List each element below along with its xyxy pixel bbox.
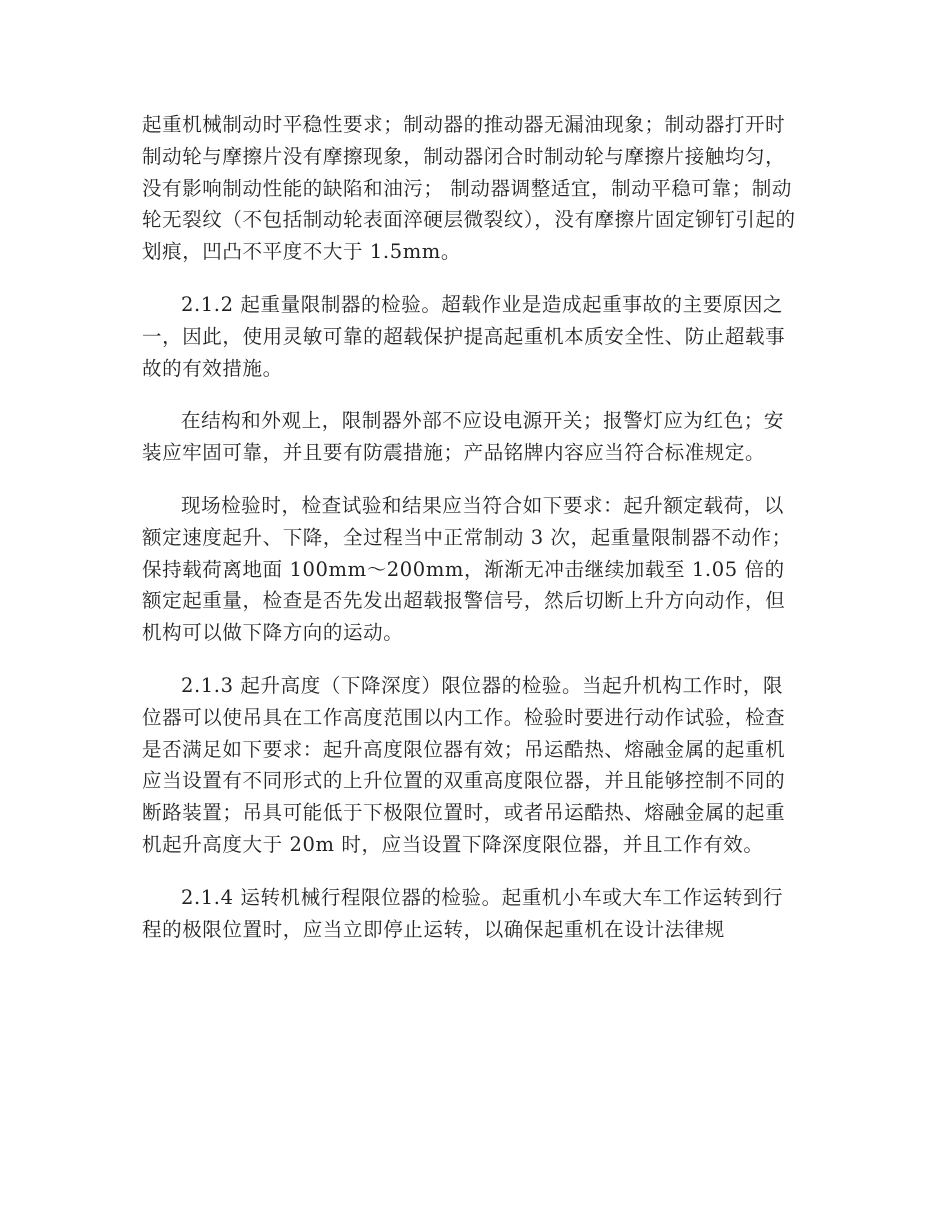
paragraph-limiter-structure: 在结构和外观上，限制器外部不应设电源开关；报警灯应为红色；安装应牢固可靠，并且要有防震措施；产品铭牌内容应当符合标准规定。 bbox=[142, 409, 785, 465]
paragraph-height-limiter: 2.1.3 起升高度（下降深度）限位器的检验。当起升机构工作时，限位器可以使吊具在工作高度范围以内工作。检验时要进行动作试验，检查是否满足如下要求：起升高度限位器有效；吊运酷热、熔融金属的起重机应当设置有不同形式的上升位置的双重高度限位器，并且能够控制不同的断路装置；吊具可能低于下极限位置时，或者吊运酷热、熔融金属的起重机起升高度大于 20m 时，应当设置下降深度限位器，并且工作有效。 bbox=[142, 673, 786, 856]
paragraph-brake-requirements: 起重机械制动时平稳性要求；制动器的推动器无漏油现象；制动器打开时制动轮与摩擦片没有摩擦现象，制动器闭合时制动轮与摩擦片接触均匀，没有影响制动性能的缺陷和油污； 制动器调整适宜，制动平稳可靠；制动轮无裂纹（不包括制动轮表面淬硬层微裂纹），没有摩擦片固定铆钉引起的划痕，凹凸不平度不大于 1.5mm。 bbox=[142, 113, 796, 264]
paragraph-field-inspection: 现场检验时，检查试验和结果应当符合如下要求：起升额定载荷，以额定速度起升、下降，全过程当中正常制动 3 次，起重量限制器不动作；保持载荷离地面 100mm～200mm，渐渐无冲击继续加载至 1.05 倍的额定起重量，检查是否先发出超载报警信号，然后切断上升方向动作，但机构可以做下降方向的运动。 bbox=[142, 493, 792, 645]
paragraph-travel-limiter: 2.1.4 运转机械行程限位器的检验。起重机小车或大车工作运转到行程的极限位置时，应当立即停止运转，以确保起重机在设计法律规 bbox=[142, 885, 784, 941]
paragraph-load-limiter: 2.1.2 起重量限制器的检验。超载作业是造成起重事故的主要原因之一，因此，使用灵敏可靠的超载保护提高起重机本质安全性、防止超载事故的有效措施。 bbox=[142, 292, 786, 380]
